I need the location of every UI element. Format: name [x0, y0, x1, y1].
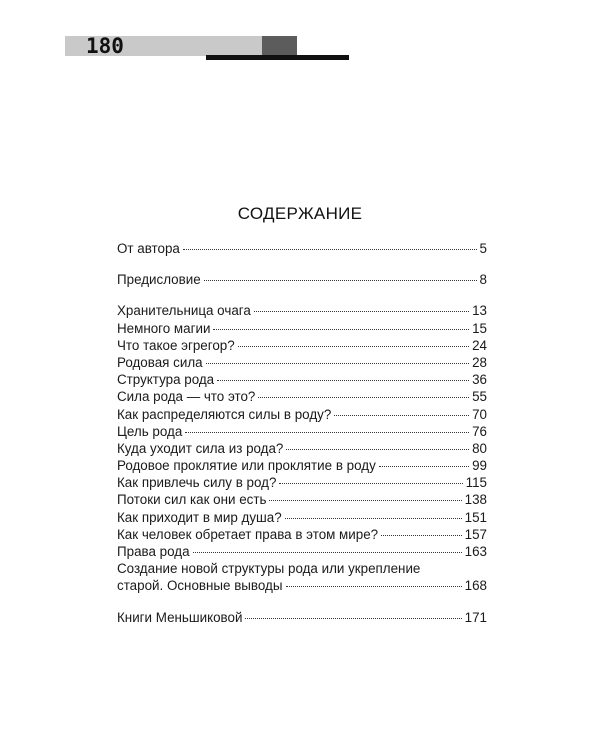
toc-entry-label: От автора: [117, 241, 180, 256]
page-number: 180: [86, 34, 124, 58]
toc-group-intro: [117, 240, 487, 257]
dot-leader: [286, 586, 462, 587]
toc-entry-label: Цель рода: [117, 423, 183, 439]
toc-entry-page: 5: [479, 241, 487, 256]
header-rule: [206, 55, 349, 60]
toc-entry[interactable]: [117, 240, 487, 257]
toc-entry-page: 163: [464, 544, 487, 559]
toc-entry[interactable]: [117, 491, 487, 508]
toc-entry-page: 28: [472, 354, 487, 370]
toc-entry-label: Предисловие: [117, 272, 201, 288]
toc-entry[interactable]: [117, 271, 487, 288]
toc-entry-label: Куда уходит сила из рода?: [117, 440, 284, 456]
dot-leader: [193, 552, 462, 553]
toc-entry[interactable]: [117, 474, 487, 491]
toc-entry-page: 168: [464, 578, 487, 594]
toc-entry-label: Как приходит в мир душа?: [117, 509, 282, 525]
toc-entry-page: 55: [472, 389, 487, 405]
toc-entry-label: Сила рода — что это?: [117, 389, 256, 405]
toc-entry-page: 115: [465, 475, 487, 491]
toc-entry-label: Потоки сил как они есть: [117, 492, 267, 508]
dot-leader: [285, 518, 462, 519]
toc-entry[interactable]: [117, 371, 487, 388]
dot-leader: [183, 249, 477, 250]
toc-entry-label: Структура рода: [117, 372, 215, 388]
dot-leader: [279, 483, 462, 484]
dot-leader: [286, 449, 469, 450]
dot-leader: [269, 500, 461, 501]
dot-leader: [206, 363, 470, 364]
dot-leader: [379, 466, 469, 467]
toc-entry[interactable]: [117, 509, 487, 526]
toc-entry-label: Как человек обретает права в этом мире?: [117, 526, 379, 542]
dot-leader: [185, 432, 469, 433]
toc-entry[interactable]: [117, 354, 487, 371]
toc-entry-page: 138: [464, 492, 487, 508]
toc-entry-page: 80: [472, 440, 487, 456]
toc-entry-page: 157: [464, 526, 487, 542]
table-of-contents: [117, 240, 487, 626]
toc-entry-page: 13: [472, 303, 487, 319]
toc-entry[interactable]: [117, 457, 487, 474]
toc-entry-label: Родовое проклятие или проклятие в роду: [117, 458, 376, 474]
toc-group-preface: [117, 271, 487, 288]
toc-entry-label: Как привлечь силу в род?: [117, 475, 277, 491]
toc-entry[interactable]: [117, 423, 487, 440]
toc-entry[interactable]: [117, 406, 487, 423]
toc-group-chapters: [117, 302, 487, 594]
toc-entry-page: 171: [464, 609, 487, 625]
toc-entry-label: Родовая сила: [117, 354, 203, 370]
toc-entry-label-line1: Создание новой структуры рода или укрепление: [117, 561, 421, 577]
dot-leader: [213, 329, 469, 330]
toc-entry-page: 36: [472, 372, 487, 388]
dot-leader: [254, 311, 469, 312]
toc-entry[interactable]: [117, 320, 487, 337]
header-dark-block: [262, 36, 297, 56]
toc-entry[interactable]: [117, 302, 487, 319]
toc-entry[interactable]: [117, 609, 487, 626]
dot-leader: [217, 380, 469, 381]
toc-entry[interactable]: [117, 560, 487, 594]
toc-entry-page: 8: [479, 272, 487, 288]
toc-entry-label: Немного магии: [117, 320, 211, 336]
toc-entry-page: 76: [472, 423, 487, 439]
toc-entry[interactable]: [117, 440, 487, 457]
dot-leader: [238, 346, 469, 347]
toc-entry-page: 24: [472, 337, 487, 353]
toc-entry-label-line2: старой. Основные выводы: [117, 578, 283, 594]
dot-leader: [334, 415, 469, 416]
toc-entry-label: Книги Меньшиковой: [117, 609, 243, 625]
dot-leader: [258, 397, 469, 398]
dot-leader: [381, 535, 462, 536]
toc-entry-page: 151: [464, 509, 487, 525]
toc-entry-page: 15: [472, 320, 487, 336]
dot-leader: [204, 280, 477, 281]
toc-entry-label: Как распределяются силы в роду?: [117, 406, 332, 422]
toc-title: СОДЕРЖАНИЕ: [237, 204, 363, 223]
toc-entry[interactable]: [117, 543, 487, 560]
toc-entry-label: Права рода: [117, 544, 190, 559]
toc-entry-page: 70: [472, 406, 487, 422]
toc-group-books: [117, 609, 487, 626]
toc-entry-label: Хранительница очага: [117, 303, 251, 319]
toc-entry[interactable]: [117, 388, 487, 405]
dot-leader: [245, 618, 461, 619]
toc-entry-line2: [117, 577, 487, 594]
toc-entry-label: Что такое эгрегор?: [117, 337, 235, 353]
toc-entry[interactable]: [117, 337, 487, 354]
toc-entry[interactable]: [117, 526, 487, 543]
toc-entry-page: 99: [472, 458, 487, 474]
